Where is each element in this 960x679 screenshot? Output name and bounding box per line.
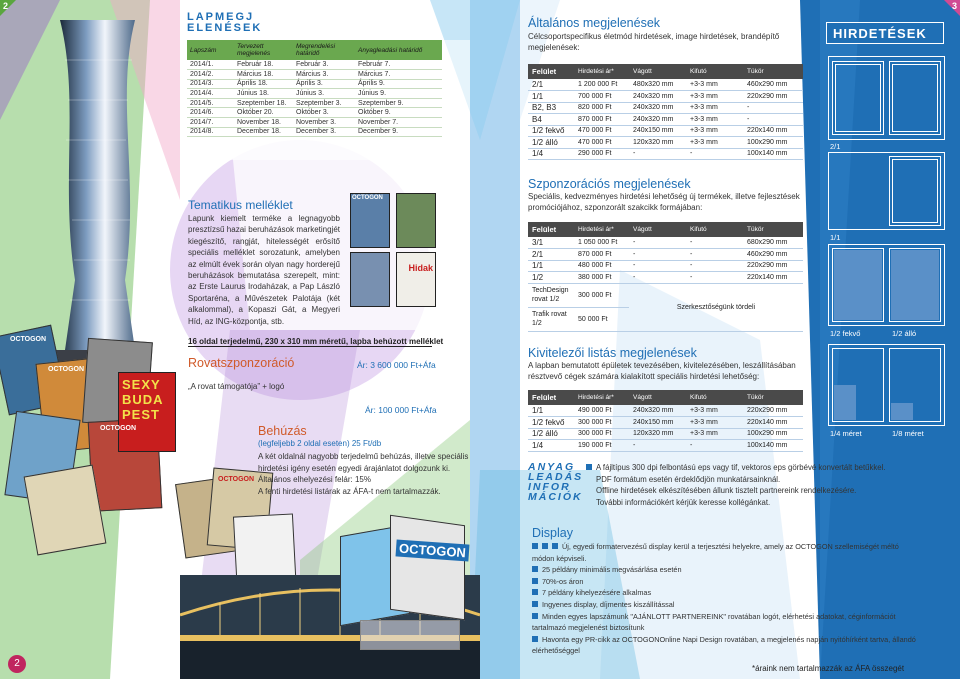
table-row: 2014/6. Október 20. Október 3. Október 9. xyxy=(187,108,442,118)
col-header: Vágott xyxy=(629,390,686,405)
page-number-left-bottom: 2 xyxy=(8,655,26,673)
bullet-icon xyxy=(552,543,558,549)
szponz-title: Szponzorációs megjelenések xyxy=(528,177,691,191)
table-row: 2014/2. Március 18. Március 3. Március 7. xyxy=(187,70,442,80)
table-row: 2014/8. December 18. December 3. December 9. xyxy=(187,127,442,137)
table-row: B4 870 000 Ft 240x320 mm +3-3 mm - xyxy=(528,114,803,126)
col-header: Vágott xyxy=(629,222,686,237)
ad-label: 1/8 méret xyxy=(892,429,924,438)
col-header: Felület xyxy=(528,390,574,405)
ad-size-1-4 xyxy=(828,344,945,426)
schedule-header: Anyagleadási határidő xyxy=(355,40,442,60)
bullet-icon xyxy=(542,543,548,549)
octogon-logo-mini: OCTOGON xyxy=(10,336,47,343)
cover-thumb: OCTOGON xyxy=(350,193,390,248)
schedule-title: LAPMEGJ ELENÉSEK xyxy=(187,11,263,34)
bullet-icon xyxy=(532,589,538,595)
octogon-logo-mini: OCTOGON xyxy=(100,425,137,432)
ad-label: 2/1 xyxy=(830,142,841,151)
table-row: 2/1 1 200 000 Ft 480x320 mm +3-3 mm 460x290 mm xyxy=(528,79,803,91)
cover-thumb xyxy=(350,252,390,307)
display-title: Display xyxy=(532,526,573,540)
table-row: 2014/1. Február 18. Február 3. Február 7. xyxy=(187,60,442,70)
table-row: 3/1 1 050 000 Ft - - 680x290 mm xyxy=(528,237,803,249)
ad-size-1-2 xyxy=(828,244,945,326)
ad-label: 1/2 álló xyxy=(892,329,917,338)
list-item: PDF formátum esetén érdeklődjön munkatársainknál. xyxy=(596,474,781,484)
kivitelezoi-table xyxy=(528,390,803,452)
table-row: 1/2 fekvő 300 000 Ft 240x150 mm +3-3 mm 220x140 mm xyxy=(528,417,803,429)
list-item: 70%-os áron xyxy=(532,576,917,588)
col-header: Felület xyxy=(528,222,574,237)
list-item: 7 példány kihelyezésére alkalmas xyxy=(532,587,917,599)
kivitelezoi-sub: A lapban bemutatott épületek tevezésében, kivitelezésében, leszállításában résztvevő cégek számára kialakított speciális hirdetési lehetőség: xyxy=(528,361,796,381)
col-header: Hirdetési ár* xyxy=(574,390,629,405)
page-number-left: 2 xyxy=(3,1,9,11)
list-item: További információkért kérjük keresse kollégánkat. xyxy=(596,497,771,507)
altalanos-sub: Célcsoportspecifikus életmód hirdetések, image hirdetések, brandépítő megjelenések: xyxy=(528,32,780,52)
rovat-text: „A rovat támogatója” + logó xyxy=(188,382,285,391)
col-header: Kifutó xyxy=(686,64,743,79)
ad-label: 1/4 méret xyxy=(830,429,862,438)
table-row: 1/1 700 000 Ft 240x320 mm +3-3 mm 220x290 mm xyxy=(528,91,803,103)
tematikus-text: Lapunk kiemelt terméke a legnagyobb presztízsű hazai beruházások marketingjét kiegészítő, rangját, hitelességét erősítő speciális melléklet sorozatunk, amelyben az elmúlt évek során olyan nagy horderejű beruházások bemutatása szerepelt, mint: az Erste Laurus Irodaházak, a Pap László Sportaréna, a Művészetek Palotája (két alkalommal), a Kopaszi Gát, a Megyeri Híd, az ING-központja, stb. xyxy=(188,214,340,326)
table-row: 1/2 fekvő 470 000 Ft 240x150 mm +3-3 mm 220x140 mm xyxy=(528,125,803,137)
col-header: Tükör xyxy=(743,390,803,405)
bullet-icon xyxy=(532,543,538,549)
ad-label: 1/1 xyxy=(830,233,841,242)
schedule-header: Tervezett megjelenés xyxy=(234,40,293,60)
col-header: Hirdetési ár* xyxy=(574,222,629,237)
list-item: Ingyenes display, díjmentes kiszállítással xyxy=(532,599,917,611)
list-item: Minden egyes lapszámunk "AJÁNLOTT PARTNEREINK" rovatában logót, elérhetési adatokat, céginformációt tartalmazó megjelenést biztosítunk xyxy=(532,611,896,633)
octogon-display-stand xyxy=(330,510,480,660)
tematikus-title: Tematikus melléklet xyxy=(188,198,293,212)
col-header: Tükör xyxy=(743,64,803,79)
list-item: Új, egyedi formatervezésű display kerül a terjesztési helyekre, amely az OCTOGON szellemiségét méltó módon képviseli. xyxy=(532,542,899,563)
bullet-icon xyxy=(532,613,538,619)
list-item: Havonta egy PR-cikk az OCTOGONOnline Napi Design rovatában, a megjelenés napján nyitóhírként tartva, állandó elérhetőséggel xyxy=(532,634,916,656)
table-row: Trafik rovat 1/2 50 000 Ft xyxy=(528,307,803,331)
rovat-title: Rovatszponzoráció xyxy=(188,356,295,370)
table-row: 2014/4. Június 18. Június 3. Június 9. xyxy=(187,89,442,99)
list-item: Offline hirdetések elkészítésében állunk tisztelt partnereink rendelkezésére. xyxy=(596,486,857,496)
sexy-budapest-cover: SEXY BUDA PEST xyxy=(118,372,176,452)
col-header: Vágott xyxy=(629,64,686,79)
table-row: 1/1 480 000 Ft - - 220x290 mm xyxy=(528,260,803,272)
footer-note: *áraink nem tartalmazzák az ÁFA összegét xyxy=(752,664,905,673)
table-row: TechDesign rovat 1/2 300 000 Ft Szerkesztőségünk tördeli xyxy=(528,283,803,307)
behuzas-title: Behúzás xyxy=(258,424,307,438)
table-row: 2014/7. November 18. November 3. November 7. xyxy=(187,118,442,128)
behuzas-sub: (legfeljebb 2 oldal eseten) 25 Ft/db xyxy=(258,439,382,448)
list-item: A fájltípus 300 dpi felbontású eps vagy tif, vektoros eps görbévé konvertált betűkkel. xyxy=(586,462,886,474)
behuzas-text: A két oldalnál nagyobb terjedelmű behúzás, illetve speciális hirdetési igény esetén egyedi árajánlatot dolgozunk ki. Általános elhelyezési felár: 15% A fenti hirdetési listárak az ÁFA-t nem tartalmazzák. xyxy=(258,452,469,496)
ad-size-1-1 xyxy=(828,152,945,230)
bullet-icon xyxy=(532,601,538,607)
table-row: 1/2 380 000 Ft - - 220x140 mm xyxy=(528,272,803,284)
hirdetesek-title: HIRDETÉSEK xyxy=(826,22,944,44)
bullet-icon xyxy=(586,464,592,470)
page-number-right: 3 xyxy=(951,1,957,11)
table-row: 2/1 870 000 Ft - - 460x290 mm xyxy=(528,249,803,261)
table-row: 1/1 490 000 Ft 240x320 mm +3-3 mm 220x290 mm xyxy=(528,405,803,417)
szponz-sub: Speciális, kedvezményes hirdetési lehetőség új termékek, illetve fejlesztések promóciójához, szponzorált szakcikk formájában: xyxy=(528,192,800,212)
octogon-display-logo: OCTOGON xyxy=(395,539,469,561)
table-row: B2, B3 820 000 Ft 240x320 mm +3-3 mm - xyxy=(528,102,803,114)
table-row: 1/2 álló 300 000 Ft 120x320 mm +3-3 mm 100x290 mm xyxy=(528,428,803,440)
col-header: Tükör xyxy=(743,222,803,237)
melleklet-line: 16 oldal terjedelmű, 230 x 310 mm méretű, lapba behúzott melléklet xyxy=(188,337,444,346)
table-row: 1/4 290 000 Ft - - 100x140 mm xyxy=(528,148,803,160)
table-row: 1/2 álló 470 000 Ft 120x320 mm +3-3 mm 100x290 mm xyxy=(528,137,803,149)
octogon-logo-mini: OCTOGON xyxy=(218,476,255,483)
display-list xyxy=(532,541,917,657)
col-header: Felület xyxy=(528,64,574,79)
rovat-price: Ár: 3 600 000 Ft+Áfa xyxy=(357,360,436,370)
col-header: Kifutó xyxy=(686,390,743,405)
bullet-icon xyxy=(532,636,538,642)
list-item: 25 példány minimális megvásárlása esetén xyxy=(532,564,917,576)
octogon-logo-mini: OCTOGON xyxy=(48,366,85,373)
altalanos-table xyxy=(528,64,803,160)
table-row: 2014/3. Április 18. Április 3. Április 9. xyxy=(187,79,442,89)
behuzas-price: Ár: 100 000 Ft+Áfa xyxy=(365,405,437,415)
cover-thumb-hidak: Hidak xyxy=(396,252,436,307)
col-header: Kifutó xyxy=(686,222,743,237)
ad-size-2-1 xyxy=(828,56,945,140)
kivitelezoi-title: Kivitelezői listás megjelenések xyxy=(528,346,697,360)
schedule-header: Lapszám xyxy=(187,40,234,60)
table-row: 2014/5. Szeptember 18. Szeptember 3. Szeptember 9. xyxy=(187,98,442,108)
schedule-header: Megrendelési határidő xyxy=(293,40,355,60)
ad-label: 1/2 fekvő xyxy=(830,329,861,338)
bullet-icon xyxy=(532,566,538,572)
schedule-table xyxy=(187,40,442,137)
anyagleadas-logo: ANYAG LEADÁS INFOR MÁCIÓK xyxy=(528,461,584,503)
anyagleadas-list xyxy=(586,462,886,508)
cover-thumb xyxy=(396,193,436,248)
szponz-table xyxy=(528,222,803,332)
col-header: Hirdetési ár* xyxy=(574,64,629,79)
bullet-icon xyxy=(532,578,538,584)
altalanos-title: Általános megjelenések xyxy=(528,16,661,30)
table-row: 1/4 190 000 Ft - - 100x140 mm xyxy=(528,440,803,452)
magazine-stack xyxy=(0,320,180,550)
